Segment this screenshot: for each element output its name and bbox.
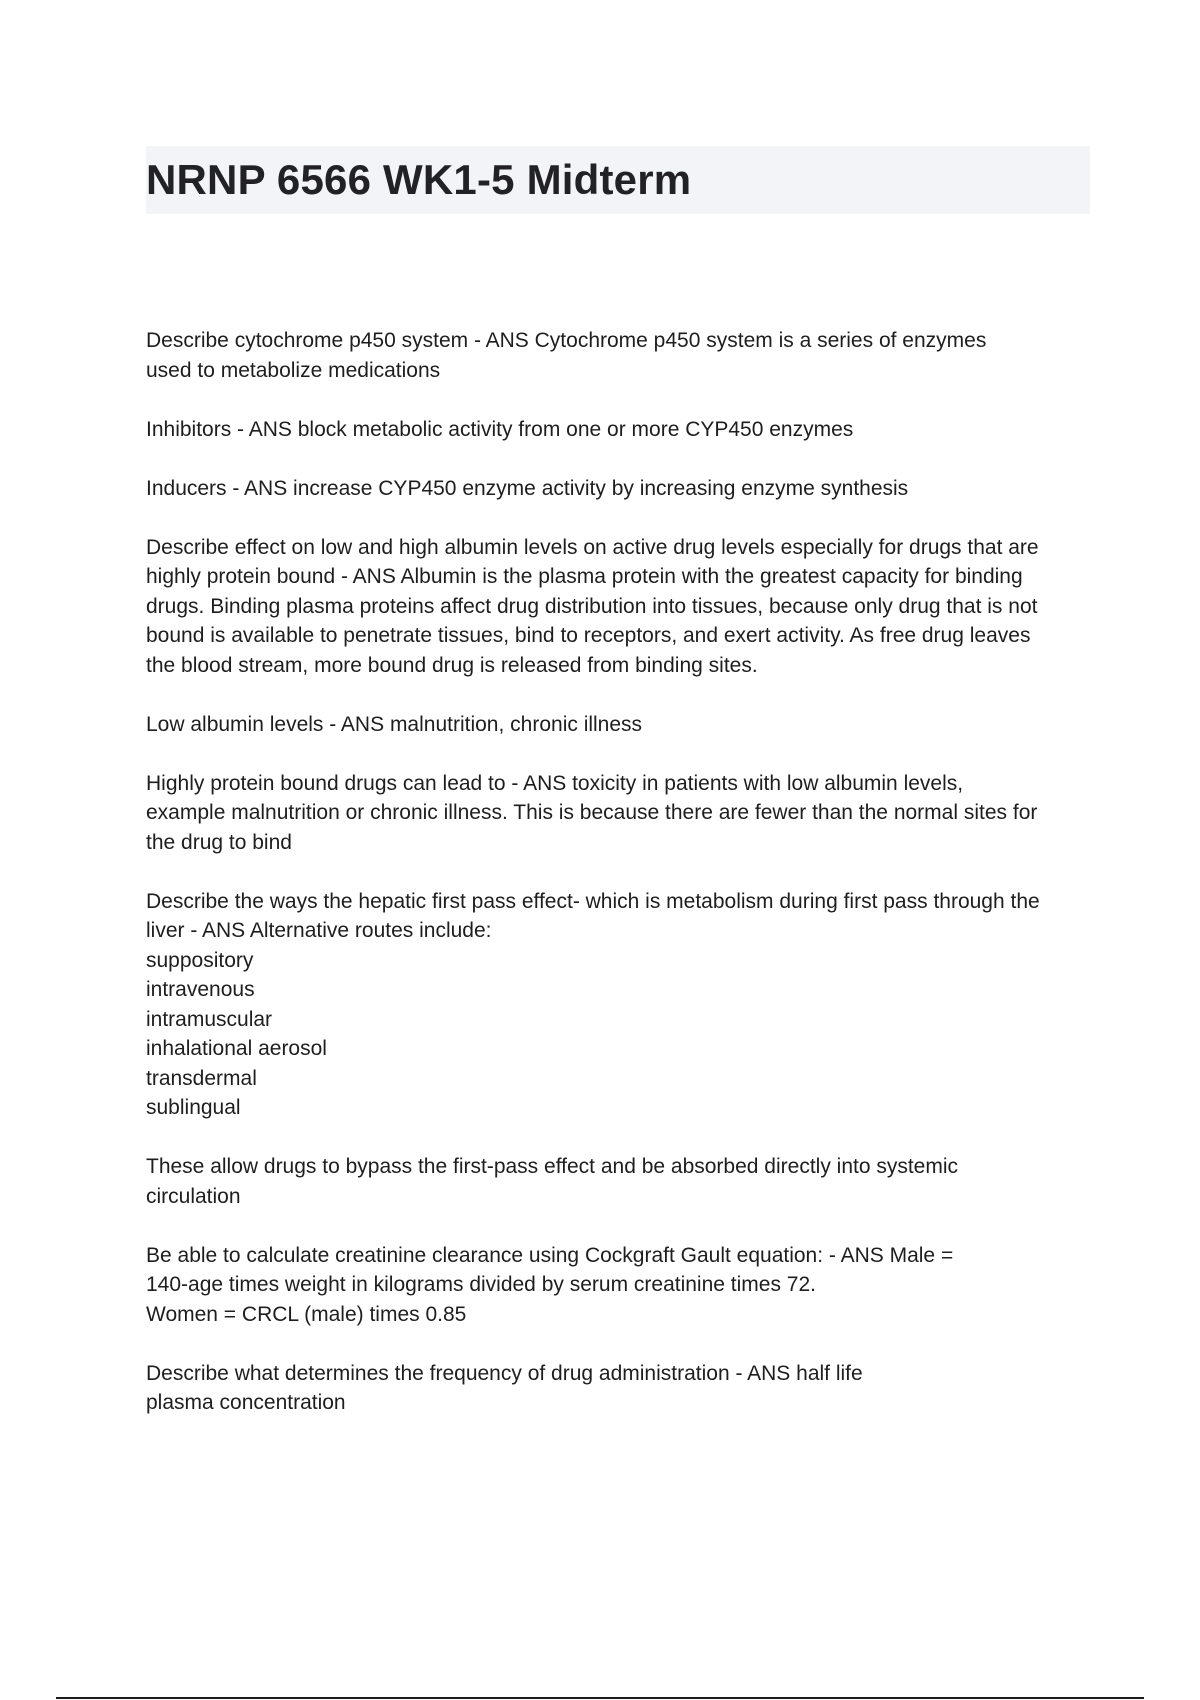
text-line: These allow drugs to bypass the first-pass effect and be absorbed directly into systemic: [146, 1155, 959, 1178]
text-line: liver - ANS Alternative routes include:: [146, 919, 492, 942]
qa-item-albumin-effect: [146, 533, 1096, 681]
document-body: [146, 326, 1096, 1447]
text-line: 140-age times weight in kilograms divided by serum creatinine times 72.: [146, 1273, 816, 1296]
list-item: transdermal: [146, 1066, 257, 1090]
text-line: Be able to calculate creatinine clearance using Cockgraft Gault equation: - ANS Male =: [146, 1243, 954, 1267]
text-line: Describe what determines the frequency of drug administration - ANS half life: [146, 1361, 863, 1385]
qa-item-first-pass: [146, 887, 1096, 1123]
qa-item-low-albumin: [146, 710, 1096, 740]
text-line: highly protein bound - ANS Albumin is the plasma protein with the greatest capacity for binding: [146, 565, 1023, 588]
text-line: drugs. Binding plasma proteins affect drug distribution into tissues, because only drug that is not: [146, 594, 1038, 618]
text-line: bound is available to penetrate tissues, bind to receptors, and exert activity. As free drug leaves: [146, 624, 1031, 647]
text-line: the drug to bind: [146, 830, 292, 854]
list-item: intramuscular: [146, 1007, 273, 1031]
qa-item-dosing-frequency: [146, 1359, 1096, 1418]
qa-item-inducers: [146, 474, 1096, 504]
text-line: Describe the ways the hepatic first pass effect- which is metabolism during first pass through the: [146, 889, 1040, 913]
text-line: the blood stream, more bound drug is released from binding sites.: [146, 653, 758, 677]
text-line: Inducers - ANS increase CYP450 enzyme activity by increasing enzyme synthesis: [146, 476, 909, 500]
page-title: NRNP 6566 WK1-5 Midterm: [146, 156, 692, 203]
qa-item-inhibitors: [146, 415, 1096, 445]
list-item: sublingual: [146, 1096, 241, 1119]
list-item: suppository: [146, 948, 254, 972]
list-item: inhalational aerosol: [146, 1037, 327, 1060]
text-line: example malnutrition or chronic illness. This is because there are fewer than the normal sites for: [146, 801, 1038, 824]
qa-item-protein-bound: [146, 769, 1096, 858]
text-line: Inhibitors - ANS block metabolic activity from one or more CYP450 enzymes: [146, 417, 854, 441]
text-line: plasma concentration: [146, 1391, 346, 1414]
text-line: Low albumin levels - ANS malnutrition, chronic illness: [146, 712, 643, 736]
text-line: circulation: [146, 1184, 241, 1208]
text-line: Describe cytochrome p450 system - ANS Cytochrome p450 system is a series of enzymes: [146, 329, 987, 352]
text-line: Women = CRCL (male) times 0.85: [146, 1302, 467, 1326]
list-item: intravenous: [146, 978, 255, 1001]
text-line: Highly protein bound drugs can lead to - ANS toxicity in patients with low albumin levels,: [146, 771, 964, 795]
qa-item-creatinine-clearance: [146, 1241, 1096, 1330]
text-line: Describe effect on low and high albumin levels on active drug levels especially for drugs that are: [146, 535, 1039, 559]
footer-divider: [56, 1697, 1144, 1699]
qa-item-cytochrome-p450: [146, 326, 1096, 385]
text-line: used to metabolize medications: [146, 358, 441, 382]
qa-item-bypass: [146, 1152, 1096, 1211]
title-banner: [146, 146, 1090, 214]
